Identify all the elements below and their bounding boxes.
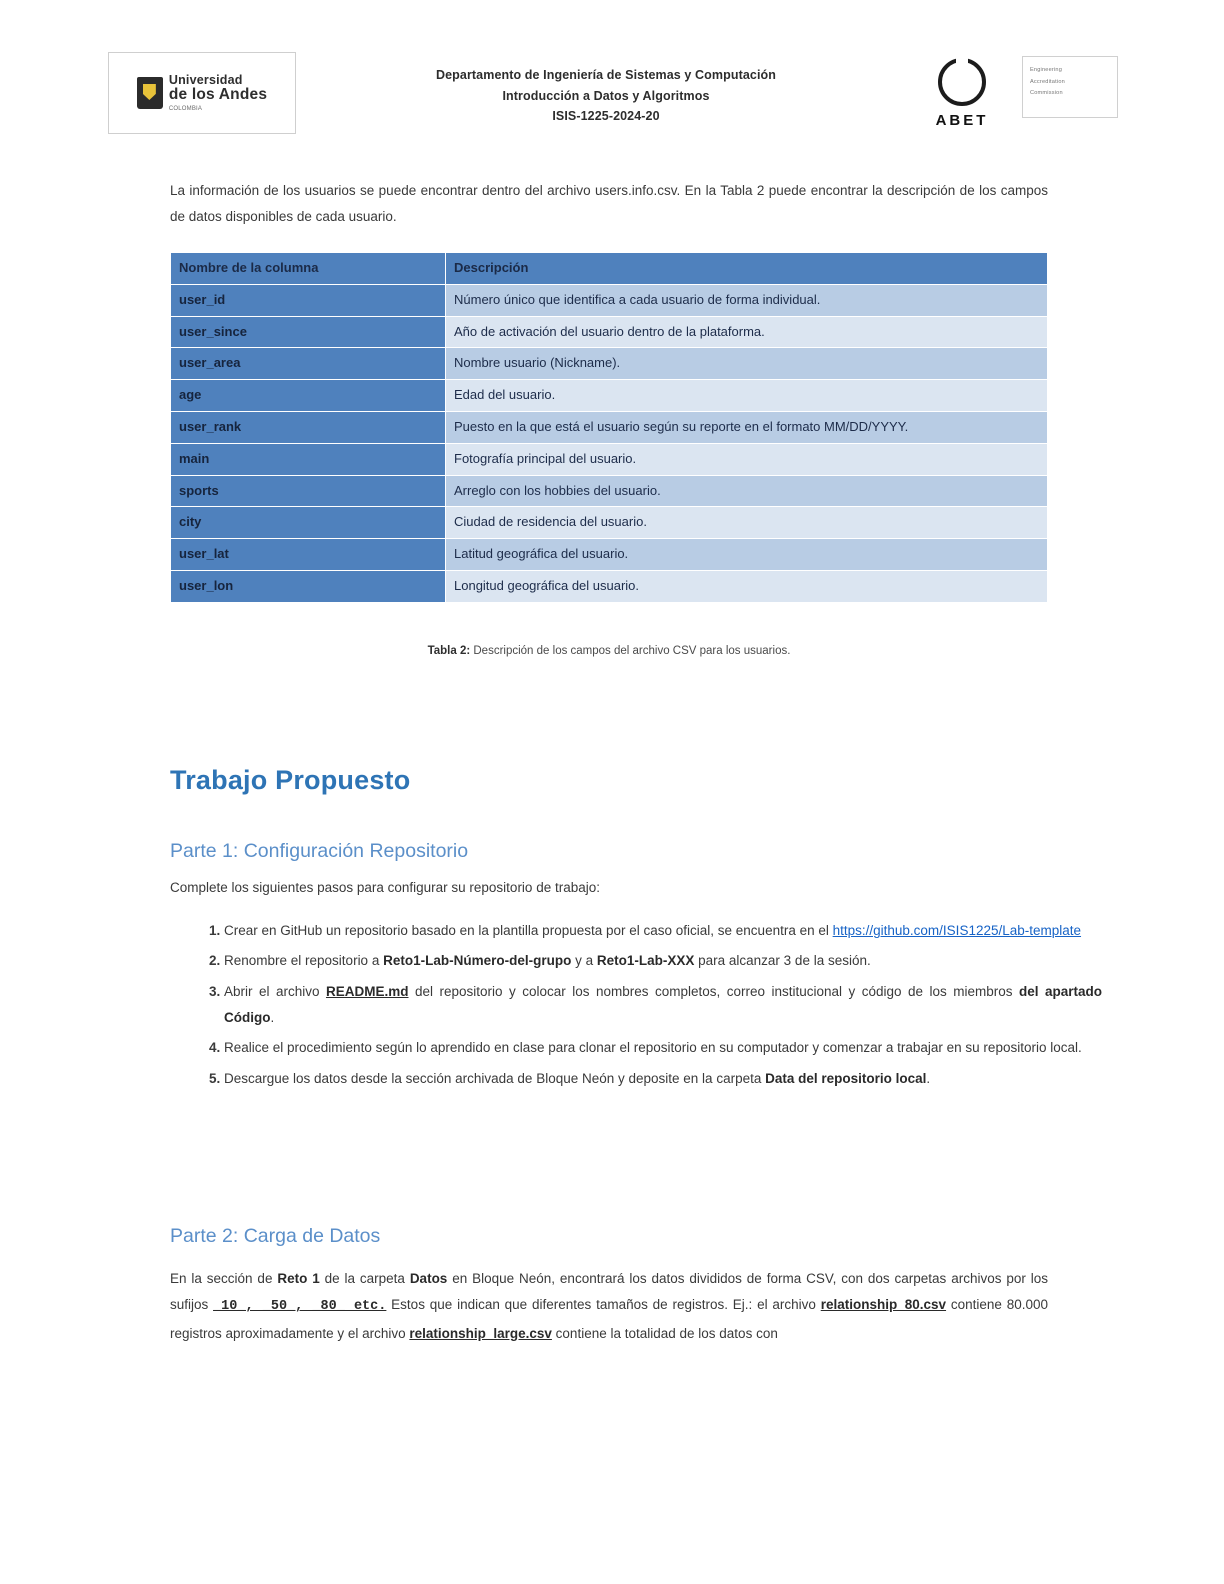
table-header-row (171, 253, 1048, 285)
shield-icon (137, 77, 163, 109)
list-item (224, 918, 1102, 944)
table-cell-column-name: sports (171, 475, 446, 507)
table-cell-column-name: city (171, 507, 446, 539)
table-caption-label: Tabla 2: (427, 645, 471, 657)
intro-paragraph: La información de los usuarios se puede encontrar dentro del archivo users.info.csv. En la Tabla 2 puede encontrar la descripción de los campos de datos disponibles de cada usuario. (170, 183, 1048, 225)
table-row (171, 507, 1048, 539)
course-title-block (296, 52, 916, 127)
page-title: Trabajo Propuesto (170, 765, 411, 795)
step-3-text-mid: del repositorio y colocar los nombres completos, correo institucional y código de los miembros (408, 983, 1019, 999)
table-cell-description: Puesto en la que está el usuario según su reporte en el formato MM/DD/YYYY. (446, 411, 1048, 443)
table-cell-column-name: user_lon (171, 570, 446, 602)
part2-text-mid-4: contiene 80.000 registros aproximadamente y el archivo (170, 1297, 1048, 1341)
table-cell-description: Latitud geográfica del usuario. (446, 539, 1048, 571)
table-caption-text: Descripción de los campos del archivo CSV para los usuarios. (473, 645, 791, 657)
table-row (171, 539, 1048, 571)
accreditation-line-3: Commission (1030, 90, 1063, 97)
table-row (171, 348, 1048, 380)
table-row (171, 475, 1048, 507)
table-cell-column-name: user_area (171, 348, 446, 380)
table-row (171, 570, 1048, 602)
part2-text-pre: En la sección de (170, 1271, 278, 1286)
step-3-bold-2: del apartado Código (224, 983, 1102, 1025)
course-title-line-2: Introducción a Datos y Algoritmos (502, 88, 710, 103)
table-cell-description: Nombre usuario (Nickname). (446, 348, 1048, 380)
table-cell-description: Edad del usuario. (446, 380, 1048, 412)
table-header-description: Descripción (446, 253, 1048, 285)
part2-file-2: relationship_large.csv (409, 1325, 552, 1341)
logo-text (169, 74, 267, 113)
part2-paragraph (170, 1266, 1048, 1347)
part2-file-1: relationship_80.csv (820, 1297, 947, 1313)
table-cell-description: Ciudad de residencia del usuario. (446, 507, 1048, 539)
table-cell-description: Fotografía principal del usuario. (446, 443, 1048, 475)
part2-suffixes: _10_, _50_, _80_ etc. (213, 1299, 387, 1315)
step-1-text: Crear en GitHub un repositorio basado en la plantilla propuesta por el caso oficial, se encuentra en el (224, 923, 833, 938)
abet-label: ABET (935, 112, 989, 129)
part2-text-mid-1: de la carpeta (319, 1271, 410, 1286)
step-2-text-pre: Renombre el repositorio a (224, 953, 384, 969)
step-5-text-pre: Descargue los datos desde la sección archivada de Bloque Neón y deposite en la carpeta (224, 1070, 766, 1086)
table-cell-column-name: user_since (171, 316, 446, 348)
step-3-file-name: README.md (325, 983, 409, 999)
table-row (171, 316, 1048, 348)
document-header (108, 52, 1118, 140)
table-header-column-name: Nombre de la columna (171, 253, 446, 285)
table-cell-column-name: age (171, 380, 446, 412)
accreditation-line-2: Accreditation (1030, 78, 1065, 85)
table-cell-description: Arreglo con los hobbies del usuario. (446, 475, 1048, 507)
step-2-bold-2: Reto1-Lab-XXX (596, 953, 695, 969)
list-item (224, 948, 1102, 974)
table-cell-column-name: user_lat (171, 539, 446, 571)
table-cell-column-name: user_rank (171, 411, 446, 443)
section-heading-part2: Parte 2: Carga de Datos (170, 1225, 381, 1247)
step-3-text-post: . (270, 1009, 275, 1025)
logo-line-2: de los Andes (168, 85, 268, 103)
part2-text-post: contiene la totalidad de los datos con (551, 1325, 778, 1341)
university-logo (108, 52, 296, 134)
step-5-text-post: . (926, 1070, 931, 1086)
table-row (171, 380, 1048, 412)
table-cell-description: Longitud geográfica del usuario. (446, 570, 1048, 602)
list-item (224, 1066, 1102, 1092)
abet-ring-icon (938, 58, 986, 106)
table-cell-description: Año de activación del usuario dentro de la plataforma. (446, 316, 1048, 348)
step-2-bold-1: Reto1-Lab-Número-del-grupo (383, 953, 572, 969)
part2-bold-2: Datos (409, 1271, 448, 1286)
part2-text-mid-3: Estos que indican que diferentes tamaños de registros. Ej.: el archivo (386, 1297, 821, 1313)
step-3-text-pre: Abrir el archivo (224, 983, 326, 999)
step-5-bold-1: Data del repositorio local (765, 1070, 927, 1086)
logo-line-1: Universidad (168, 72, 243, 87)
accreditation-block (916, 52, 1118, 129)
table-cell-column-name: user_id (171, 284, 446, 316)
table-cell-description: Número único que identifica a cada usuario de forma individual. (446, 284, 1048, 316)
part2-text-mid-2: en Bloque Neón, encontrará los datos divididos de forma CSV, con dos carpetas archivos por los sufijos (170, 1271, 1048, 1313)
step-4-text: Realice el procedimiento según lo aprendido en clase para clonar el repositorio en su computador y comenzar a trabajar en su repositorio local. (224, 1040, 1082, 1056)
list-item (224, 1035, 1102, 1061)
part2-bold-1: Reto 1 (277, 1271, 320, 1286)
table-row (171, 284, 1048, 316)
list-item (224, 979, 1102, 1032)
part1-intro: Complete los siguientes pasos para configurar su repositorio de trabajo: (170, 880, 600, 895)
logo-line-3: COLOMBIA (168, 106, 203, 113)
table-cell-column-name: main (171, 443, 446, 475)
data-fields-table (170, 252, 1048, 603)
accreditation-commission-box (1022, 56, 1118, 118)
table-caption (170, 645, 1048, 657)
accreditation-line-1: Engineering (1030, 67, 1063, 73)
table-row (171, 411, 1048, 443)
part1-steps-list (170, 918, 1102, 1096)
section-heading-part1: Parte 1: Configuración Repositorio (170, 840, 469, 862)
table-row (171, 443, 1048, 475)
course-code: ISIS-1225-2024-20 (552, 109, 660, 124)
step-2-text-post: para alcanzar 3 de la sesión. (694, 953, 871, 969)
course-title-line-1: Departamento de Ingeniería de Sistemas y Computación (435, 68, 776, 82)
step-2-text-mid: y a (571, 953, 597, 969)
template-repo-link[interactable]: https://github.com/ISIS1225/Lab-template (832, 923, 1082, 938)
abet-logo (916, 56, 1008, 129)
